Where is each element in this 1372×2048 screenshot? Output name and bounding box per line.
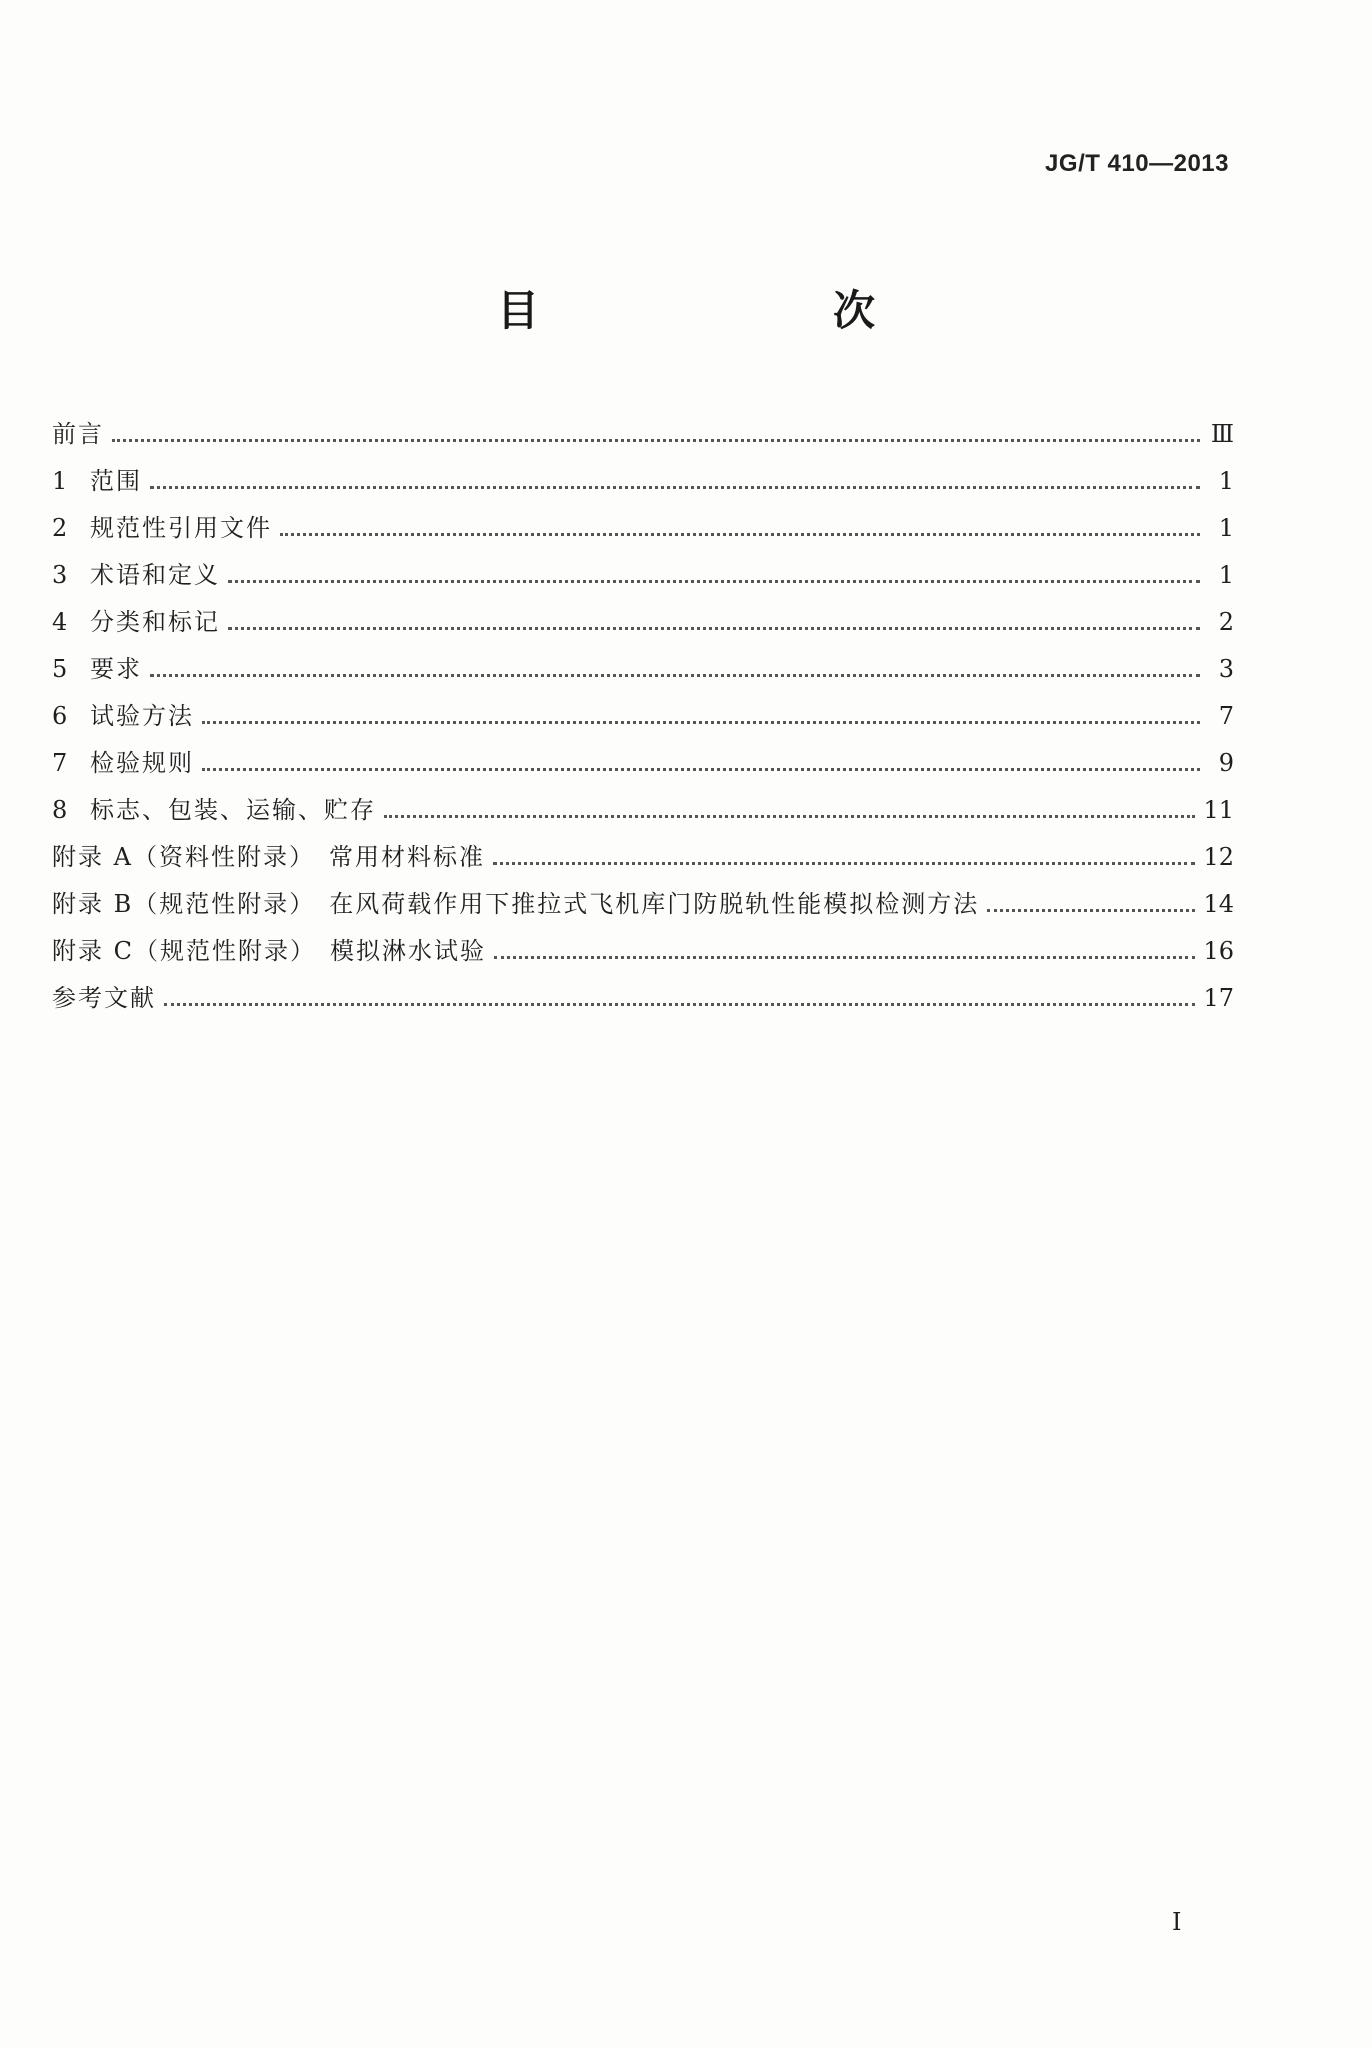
toc-entry-marking-packaging[interactable] — [52, 778, 1234, 825]
toc-entry-terms-definitions[interactable] — [52, 543, 1234, 590]
table-of-contents — [52, 402, 1234, 1013]
toc-entry-page: 11 — [1203, 796, 1234, 824]
toc-entry-label: 前言 — [52, 420, 104, 448]
toc-entry-annex-c[interactable] — [52, 919, 1234, 966]
toc-entry-inspection-rules[interactable] — [52, 731, 1234, 778]
toc-entry-page: 2 — [1218, 608, 1234, 636]
toc-entry-number: 2 — [52, 514, 70, 542]
toc-entry-number: 5 — [52, 655, 70, 683]
toc-entry-normative-references[interactable] — [52, 496, 1234, 543]
toc-entry-label: 5 要求 — [52, 655, 142, 683]
toc-entry-page: 7 — [1218, 702, 1234, 730]
dot-leader — [384, 815, 1195, 818]
toc-entry-label: 附录 C（规范性附录） 模拟淋水试验 — [52, 937, 486, 965]
toc-entry-label: 7 检验规则 — [52, 749, 194, 777]
toc-entry-page: Ⅲ — [1210, 420, 1234, 448]
toc-entry-number: 7 — [52, 749, 70, 777]
toc-entry-label: 1 范围 — [52, 467, 142, 495]
toc-entry-number: 3 — [52, 561, 70, 589]
toc-entry-label: 8 标志、包装、运输、贮存 — [52, 796, 376, 824]
page-number: I — [1172, 1908, 1182, 1936]
toc-entry-page: 1 — [1218, 514, 1234, 542]
dot-leader — [112, 439, 1200, 442]
toc-entry-requirements[interactable] — [52, 637, 1234, 684]
toc-entry-page: 1 — [1218, 561, 1234, 589]
toc-entry-number: 8 — [52, 796, 70, 824]
toc-entry-classification[interactable] — [52, 590, 1234, 637]
toc-entry-annex-b[interactable] — [52, 872, 1234, 919]
dot-leader — [150, 486, 1200, 489]
toc-entry-test-methods[interactable] — [52, 684, 1234, 731]
page-title: 目 次 — [496, 286, 945, 335]
dot-leader — [987, 909, 1195, 912]
toc-entry-label: 4 分类和标记 — [52, 608, 220, 636]
dot-leader — [494, 956, 1195, 959]
toc-entry-annex-a[interactable] — [52, 825, 1234, 872]
toc-entry-foreword[interactable] — [52, 402, 1234, 449]
dot-leader — [493, 862, 1195, 865]
toc-entry-label: 附录 A（资料性附录） 常用材料标准 — [52, 843, 485, 871]
toc-entry-label: 3 术语和定义 — [52, 561, 220, 589]
toc-entry-number: 6 — [52, 702, 70, 730]
toc-entry-page: 1 — [1218, 467, 1234, 495]
dot-leader — [202, 768, 1200, 771]
toc-entry-number: 1 — [52, 467, 70, 495]
toc-entry-page: 14 — [1203, 890, 1234, 918]
dot-leader — [228, 580, 1200, 583]
dot-leader — [202, 721, 1200, 724]
toc-entry-page: 17 — [1203, 984, 1234, 1012]
dot-leader — [150, 674, 1200, 677]
toc-entry-scope[interactable] — [52, 449, 1234, 496]
dot-leader — [164, 1003, 1195, 1006]
toc-entry-page: 16 — [1203, 937, 1234, 965]
standard-code: JG/T 410—2013 — [1045, 150, 1229, 177]
toc-entry-bibliography[interactable] — [52, 966, 1234, 1013]
toc-entry-number: 4 — [52, 608, 70, 636]
toc-entry-label: 2 规范性引用文件 — [52, 514, 272, 542]
toc-entry-label: 参考文献 — [52, 984, 156, 1012]
toc-entry-label: 附录 B（规范性附录） 在风荷载作用下推拉式飞机库门防脱轨性能模拟检测方法 — [52, 890, 980, 918]
toc-entry-page: 9 — [1218, 749, 1234, 777]
toc-entry-page: 3 — [1218, 655, 1234, 683]
dot-leader — [228, 627, 1200, 630]
dot-leader — [280, 533, 1200, 536]
toc-entry-label: 6 试验方法 — [52, 702, 194, 730]
toc-entry-page: 12 — [1203, 843, 1234, 871]
